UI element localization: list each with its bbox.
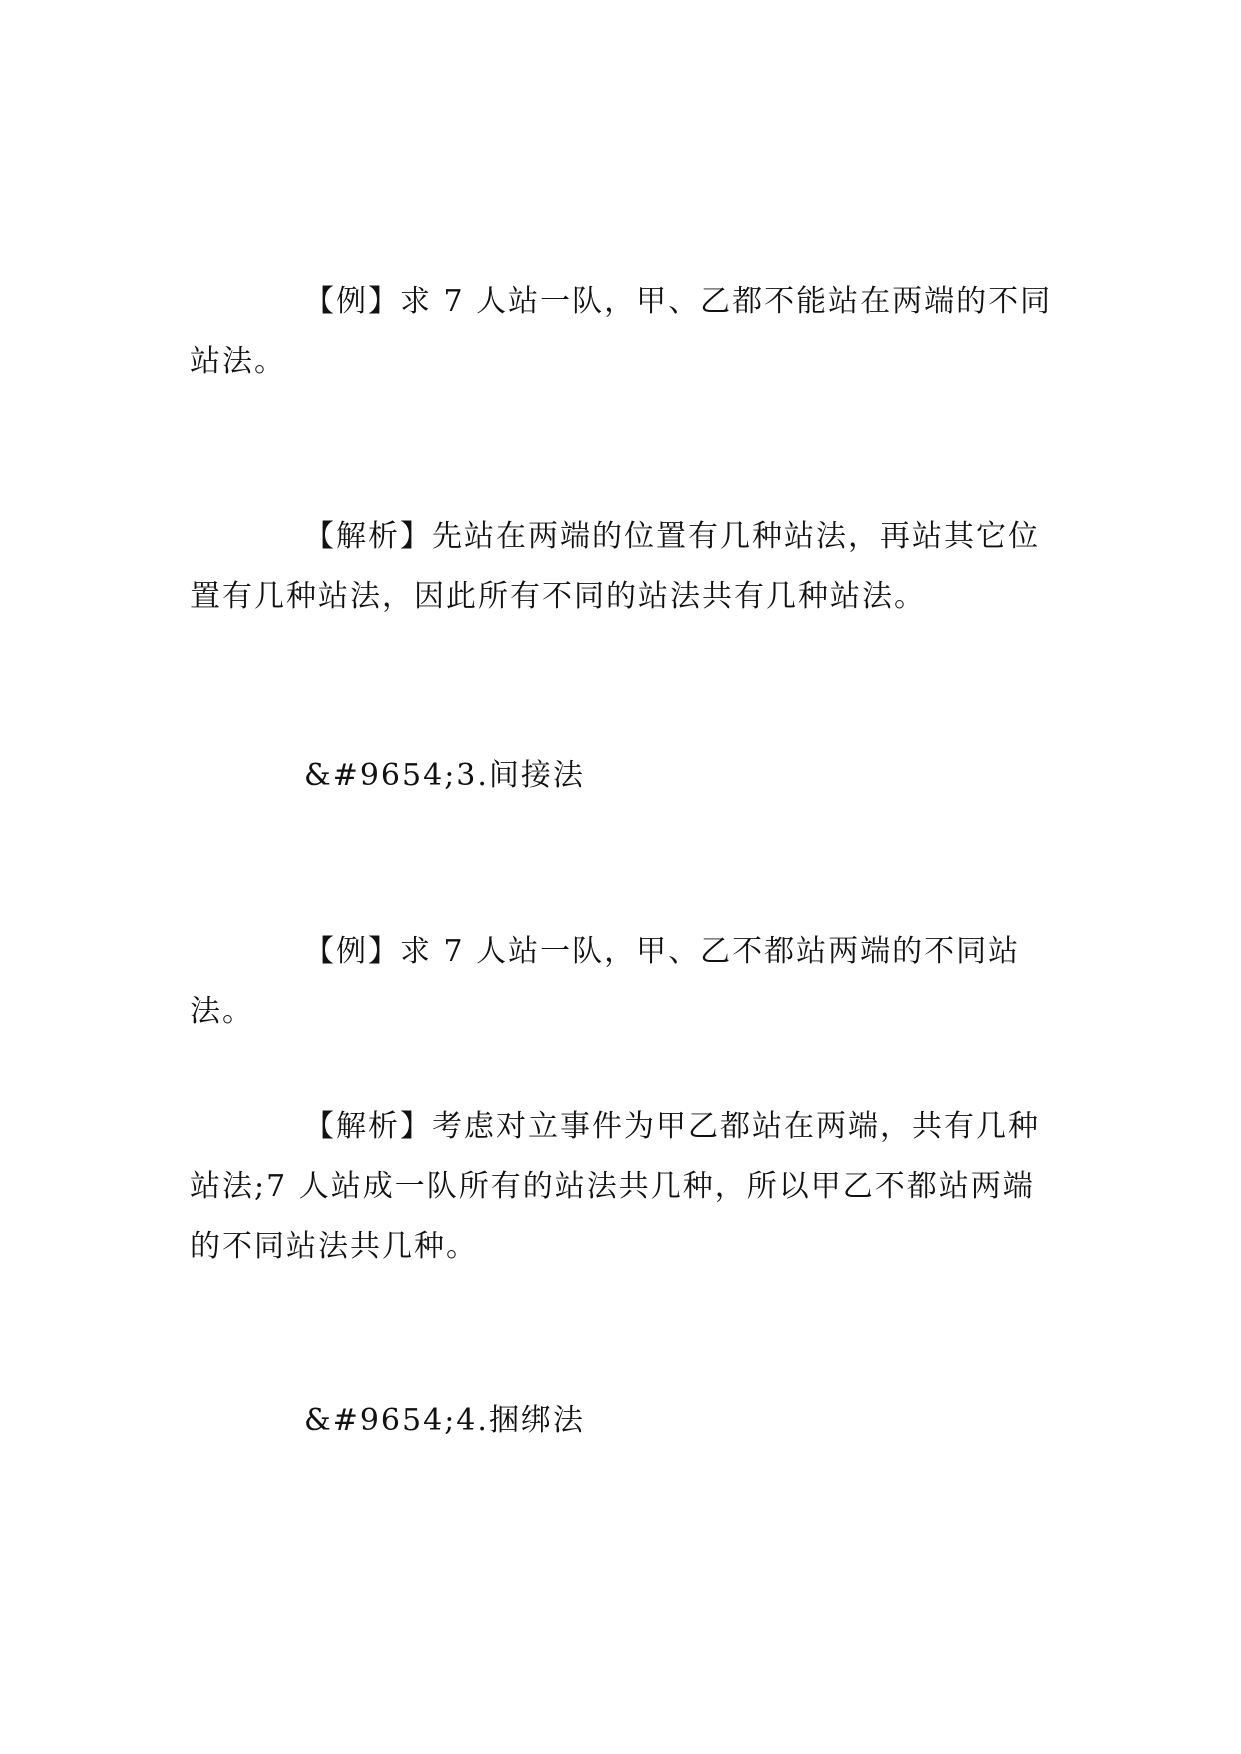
- analysis-paragraph-2: 【解析】考虑对立事件为甲乙都站在两端，共有几种站法;7 人站成一队所有的站法共几种，所以甲乙不都站两端的不同站法共几种。: [190, 1109, 1040, 1264]
- example-paragraph-2: 【例】求 7 人站一队，甲、乙不都站两端的不同站法。: [190, 934, 1021, 1029]
- section-heading-indirect-method: &#9654;3.间接法: [304, 758, 585, 793]
- example-paragraph-1: 【例】求 7 人站一队，甲、乙都不能站在两端的不同站法。: [190, 284, 1053, 379]
- analysis-paragraph-1: 【解析】先站在两端的位置有几种站法，再站其它位置有几种站法，因此所有不同的站法共有几种站法。: [190, 519, 1040, 614]
- section-heading-bundling-method: &#9654;4.捆绑法: [304, 1403, 585, 1438]
